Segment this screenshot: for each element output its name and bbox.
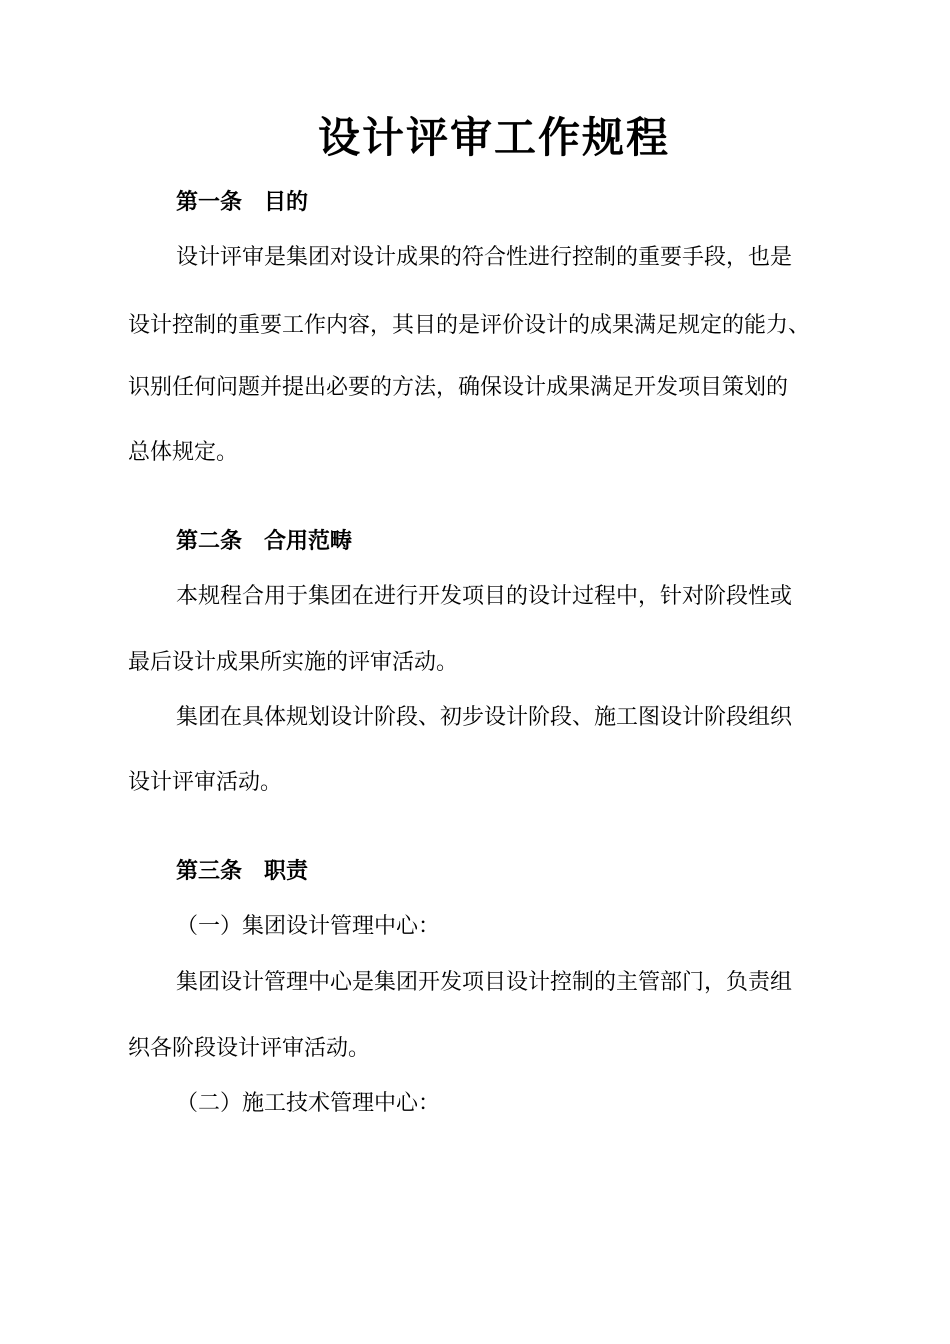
section-1-line-1: 设计评审是集团对设计成果的符合性进行控制的重要手段，也是	[176, 245, 793, 270]
section-2-line-1: 本规程合用于集团在进行开发项目的设计过程中，针对阶段性或	[176, 584, 793, 609]
section-1-heading: 第一条 目的	[176, 190, 309, 215]
document-title: 设计评审工作规程	[317, 113, 670, 162]
section-1-line-2: 设计控制的重要工作内容，其目的是评价设计的成果满足规定的能力、	[128, 313, 811, 338]
section-3-subheading-2: （二）施工技术管理中心：	[176, 1091, 441, 1116]
section-2-line-2: 最后设计成果所实施的评审活动。	[128, 650, 459, 675]
section-3-line-1: 集团设计管理中心是集团开发项目设计控制的主管部门，负责组	[176, 970, 793, 995]
section-3-heading: 第三条 职责	[176, 859, 309, 884]
section-2-line-4: 设计评审活动。	[128, 770, 283, 795]
section-2-line-3: 集团在具体规划设计阶段、初步设计阶段、施工图设计阶段组织	[176, 705, 793, 730]
section-2-heading: 第二条 合用范畴	[176, 529, 353, 554]
section-3-line-2: 织各阶段设计评审活动。	[128, 1036, 371, 1061]
section-1-line-4: 总体规定。	[128, 440, 239, 465]
section-1-line-3: 识别任何问题并提出必要的方法，确保设计成果满足开发项目策划的	[128, 375, 789, 400]
section-3-subheading-1: （一）集团设计管理中心：	[176, 914, 441, 939]
